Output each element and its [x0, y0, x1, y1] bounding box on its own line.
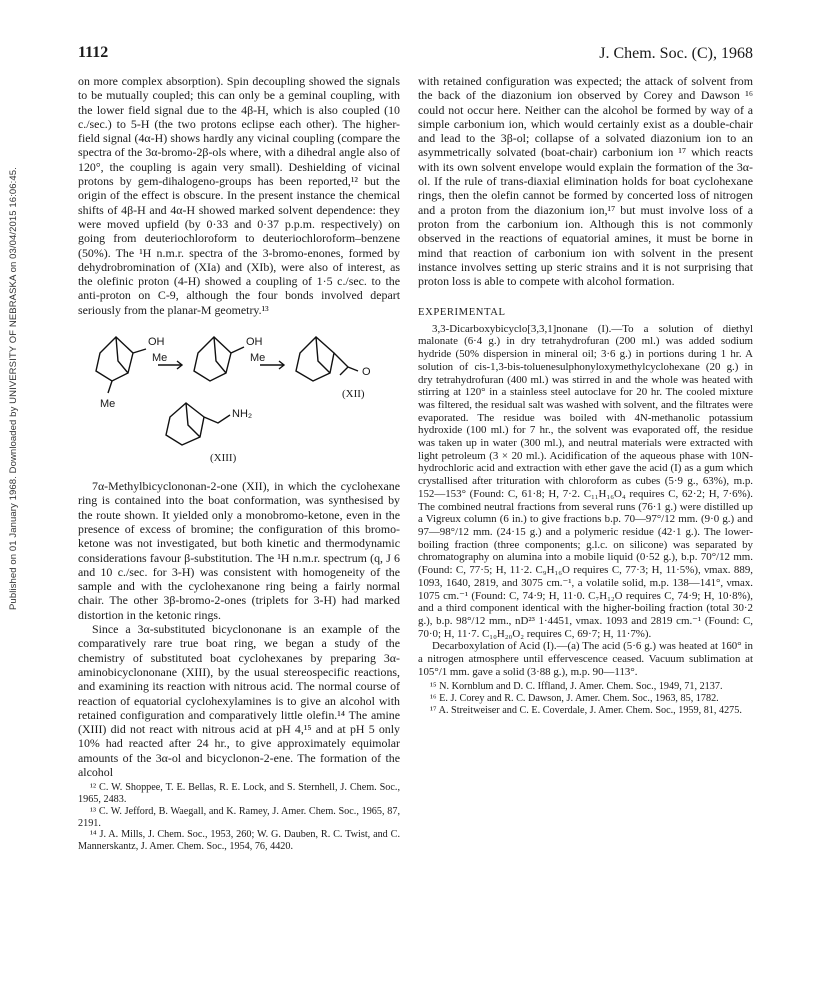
left-column	[78, 74, 400, 853]
me-label-1: Me	[152, 352, 168, 365]
left-paragraph-2: 7α-Methylbicyclononan-2-one (XII), in which the cyclohexane ring is contained into the boat conformation, was synthesised by the route shown. It yielded only a monobromo-ketone, even in the presence of excess of bromine; the configuration of this bromo-ketone was not investigated, but both kinetic and thermodynamic considerations favour β-substitution. The ¹H n.m.r. spectrum (q, J 6 and 10 c./sec. for 3-H) was consistent with homogeneity of the sample and with the cyclohexanone ring being a fairly normal chair. The other 3β-bromo-2-ones (triplets for 3-H) had marked distortion in the ketonic rings.	[78, 479, 400, 622]
download-notice-sidebar	[6, 150, 20, 610]
reaction-scheme-figure	[78, 325, 400, 473]
left-paragraph-3: Since a 3α-substituted bicyclononane is an example of the comparatively rare true boat ring, we began a study of the chemistry of substituted boat cyclohexanes by preparing 3α-aminobicyclononane (XIII), by the usual stereospecific reactions, and examining its reaction with nitrous acid. The normal course of reaction of equatorial cyclohexylamines is to give an alcohol with retained configuration and comparatively little olefin.¹⁴ The amine (XIII) did not react with nitrous acid at pH 4,¹⁵ and at pH 5 only 10% had reacted after 24 hr., to give approximately equimolar amounts of the 3α-ol and bicyclonon-2-ene. The formation of the alcohol	[78, 622, 400, 779]
left-paragraph-1: on more complex absorption). Spin decoupling showed the signals to be mutually coupled; this can only be a geminal coupling, with the lower field signal due to the 4β-H, which is also coupled (10 c./sec.) to 5-H (the two protons eclipse each other). The higher-field signal (4α-H) shows hardly any vicinal coupling (compare the spectra of the 3α-bromo-2β-ols where, with a dihedral angle also of 120°, the coupling is again very small). Deshielding of vicinal protons by gem-dihalogeno-groups has been reported,¹² but the origin of the effect is obscure. In the present instance the chemical shifts of 4β-H and 4α-H showed marked solvent dependence: they were moved upfield (by 0·33 and 0·37 p.p.m. respectively) on going from deuteriochloroform to deuteriochloroform–benzene (50%). The ¹H n.m.r. spectra of the 3-bromo-enones, formed by dehydrobromination of (XIa) and (XIb), were also of interest, as the olefinic proton (4-H) showed a coupling of 1·5 c./sec. to the anti-proton on C-9, although the four bonds involved depart seriously from the planar-M geometry.¹³	[78, 74, 400, 317]
download-notice-text: Published on 01 January 1968. Downloaded by UNIVERSITY OF NEBRASKA on 03/04/2015 16:06:45.	[8, 167, 19, 610]
experimental-paragraph-2: Decarboxylation of Acid (I).—(a) The acid (5·6 g.) was heated at 160° in a nitrogen atmosphere until effervescence ceased. Vacuum sublimation at 105°/1 mm. gave a solid (3·88 g.), m.p. 90—113°.	[418, 640, 753, 678]
experimental-heading: EXPERIMENTAL	[418, 307, 506, 319]
footnote-16: ¹⁶ E. J. Corey and R. C. Dawson, J. Amer. Chem. Soc., 1963, 85, 1782.	[430, 693, 719, 705]
oh-label-1: OH	[148, 336, 165, 349]
left-footnotes	[78, 782, 400, 853]
carbonyl-o-label: O	[362, 366, 371, 379]
right-footnotes	[418, 681, 753, 716]
right-column	[418, 74, 753, 717]
journal-header: J. Chem. Soc. (C), 1968	[599, 45, 753, 62]
oh-label-2: OH	[246, 336, 263, 349]
footnote-15: ¹⁵ N. Kornblum and D. C. Iffland, J. Amer. Chem. Soc., 1949, 71, 2137.	[430, 681, 723, 693]
me-label-2: Me	[250, 352, 266, 365]
page-number: 1112	[78, 44, 109, 61]
nh2-label: NH₂	[232, 408, 253, 421]
footnote-14: ¹⁴ J. A. Mills, J. Chem. Soc., 1953, 260; W. G. Dauben, R. C. Twist, and C. Mannerskantz, J. Amer. Chem. Soc., 1954, 76, 4420.	[78, 829, 400, 853]
me-label-bottom: Me	[100, 398, 116, 411]
footnote-12: ¹² C. W. Shoppee, T. E. Bellas, R. E. Lock, and S. Sternhell, J. Chem. Soc., 1965, 2483.	[78, 782, 400, 806]
experimental-paragraph-1: 3,3-Dicarboxybicyclo[3,3,1]nonane (I).—To a solution of diethyl malonate (6·4 g.) in dry tetrahydrofuran (200 ml.) was added sodium hydride (50% dispersion in mineral oil; 3·6 g.) in portions during 1 hr. A solution of cis-1,3-bis-toluenesulphonyloxymethylcyclohexane (20 g.) in dry tetrahydrofuran (400 ml.) was stirred in and the whole was heated with stirring at 120° in a stainless steel autoclave for 20 hr. The cooled mixture was filtered, the residual salt was washed with solvent, and the filtrates were evaporated. The residue was boiled with 4N-methanolic potassium hydroxide (100 ml.) for 7 hr., the solvent was evaporated off, the residue was taken up in water (300 ml.), and neutral materials were extracted with light petroleum (3 × 20 ml.). Acidification of the aqueous phase with 10N-hydrochloric acid and extraction with ether gave the acid (I) as a gum which crystallised after trituration with chloroform as cubes (5·9 g., 63%), m.p. 152—153° (Found: C, 61·8; H, 7·2. C₁₁H₁₆O₄ requires C, 62·2; H, 7·6%). The combined neutral fractions from several runs (76·1 g.) were distilled up a Vigreux column (6 in.) to give fractions b.p. 70—97°/12 mm. (9·0 g.) and 97—98°/12 mm. (24·15 g.) and a polymeric residue (42·1 g.). The lower-boiling fraction (three components; g.l.c. on silicone) was separated by chromatography on alumina into a mobile liquid (0·52 g.), b.p. 70°/12 mm. (Found: C, 77·5; H, 11·2. C₉H₁₆O requires C, 77·3; H, 11·5%), νmax. 889, 1093, 1640, 2819, and 3075 cm.⁻¹, a volatile solid, m.p. 138—141°, νmax. 1075 cm.⁻¹ (Found: C, 74·9; H, 11·0. C₇H₁₂O requires C, 74·9; H, 10·8%), and a third component identical with the higher-boiling fraction (total 30·2 g.), b.p. 98°/12 mm., nD²³ 1·4451, νmax. 1093 and 2819 cm.⁻¹ (Found: C, 70·0; H, 11·7. C₁₀H₂₀O₂ requires C, 69·7; H, 11·7%).	[418, 322, 753, 640]
footnote-13: ¹³ C. W. Jefford, B. Waegall, and K. Ramey, J. Amer. Chem. Soc., 1965, 87, 2191.	[78, 805, 400, 829]
label-xiii: (XIII)	[210, 452, 237, 465]
right-paragraph-1: with retained configuration was expected; the attack of solvent from the back of the diazonium ion observed by Corey and Dawson ¹⁶ could not occur here. Neither can the alcohol be formed by way of a simple carbonium ion, which would certainly exist as a double-chair and lead to the 3β-ol; collapse of a solvated diazonium ion to an asymmetrically solvated (boat-chair) carbonium ion ¹⁷ which reacts with its own solvent envelope would explain the formation of the 3α-ol. If the rule of trans-diaxial elimination holds for boat cyclohexane rings, then the olefin cannot be formed by concerted loss of nitrogen and a proton from the diazonium ion,¹⁷ but must involve loss of a proton from the carbonium ion. Although this is not commonly observed in the reactions of equatorial amines, it must be borne in mind that reaction of carbonium ion with solvent in the present instance involves setting up steric strains and it is not surprising that proton loss is able to compete with alcohol formation.	[418, 74, 753, 289]
footnote-17: ¹⁷ A. Streitweiser and C. E. Coverdale, J. Amer. Chem. Soc., 1959, 81, 4275.	[430, 705, 742, 717]
label-xii: (XII)	[342, 388, 365, 401]
